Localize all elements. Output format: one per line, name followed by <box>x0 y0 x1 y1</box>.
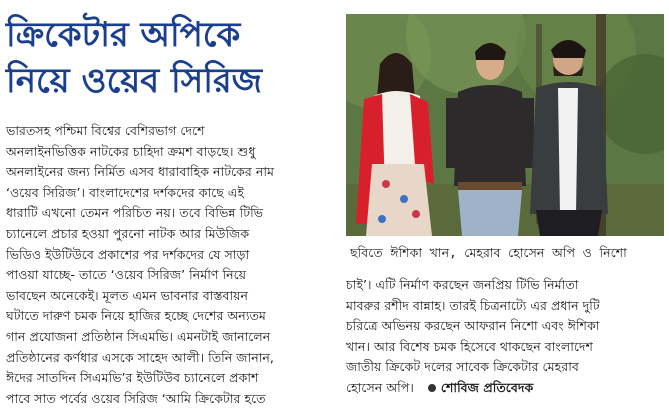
photo-caption: ছবিতে ঈশিকা খান, মেহরাব হোসেন অপি ও নিশো <box>350 245 627 260</box>
article-body-left-column <box>6 121 338 409</box>
body-line: পাবে সাত পর্বের ওয়েব সিরিজ ‘আমি ক্রিকেটার হতে <box>6 390 266 406</box>
body-line: ঘটাতে দারুণ চমক নিয়ে হাজির হচ্ছে দেশের অন্যতম <box>6 308 266 324</box>
byline <box>428 378 533 399</box>
body-line: ‘ওয়েব সিরিজ’। বাংলাদেশের দর্শকদের কাছে এই <box>6 184 245 200</box>
body-line: পাওয়া যাচ্ছে- তাতে ‘ওয়েব সিরিজ’ নির্মাণ নিয়ে <box>6 267 247 283</box>
headline-line-2: নিয়ে ওয়েব সিরিজ <box>6 61 263 101</box>
photo-illustration <box>346 14 664 236</box>
body-line: ভাবছেন অনেকেই। মূলত এমন ভাবনার বাস্তবায়ন <box>6 287 249 303</box>
bullet-icon <box>428 384 436 392</box>
body-line: ভিডিও ইউটিউবে প্রকাশের পর দর্শকদের যে সাড়া <box>6 246 250 262</box>
body-line: ঈদের সাতদিন সিএমভি’র ইউটিউব চ্যানেলে প্রকাশ <box>6 370 259 386</box>
body-line: অনলাইনভিত্তিক নাটকের চাহিদা ক্রমশ বাড়ছে। শুধু <box>6 143 256 159</box>
body-line: অনলাইনের জন্য নির্মিত এসব ধারাবাহিক নাটকের নাম <box>6 164 275 180</box>
body-line: চ্যানেলে প্রচার হওয়া পুরনো নাটক আর মিউজিক <box>6 225 250 241</box>
body-line: গান প্রযোজনা প্রতিষ্ঠান সিএমভি। এমনটাই জানালেন <box>6 328 271 344</box>
body-line: খান। আর বিশেষ চমক হিসেবে থাকছেন বাংলাদেশ <box>346 338 593 354</box>
headline-line-1: ক্রিকেটার অপিকে <box>6 15 241 55</box>
body-line: মাবরুর রশীদ বান্নাহ। তারই চিত্রনাট্যে এর প্রধান দুটি <box>346 297 600 313</box>
article-headline <box>6 12 336 104</box>
body-line: চাই’। এটি নির্মাণ করছেন জনপ্রিয় টিভি নির্মাতা <box>346 277 579 292</box>
byline-text: শোবিজ প্রতিবেদক <box>440 379 534 395</box>
body-line: চরিত্রে অভিনয় করছেন আফরান নিশো এবং ঈশিকা <box>346 318 600 334</box>
body-line: জাতীয় ক্রিকেট দলের সাবেক ক্রিকেটার মেহরাব <box>346 359 579 375</box>
body-line: ধারাটি এখনো তেমন পরিচিত নয়। তবে বিভিন্ন টিভি <box>6 205 264 221</box>
body-line: ভারতসহ পশ্চিমা বিশ্বের বেশিরভাগ দেশে <box>6 123 205 138</box>
body-line: প্রতিষ্ঠানের কর্ণধার এসকে সাহেদ আলী। তিনি জানান, <box>6 349 274 365</box>
article-photo <box>346 14 664 236</box>
body-line: হোসেন অপি। <box>346 379 414 395</box>
article-body-right-column <box>346 275 664 399</box>
body-line-with-byline <box>346 378 664 399</box>
